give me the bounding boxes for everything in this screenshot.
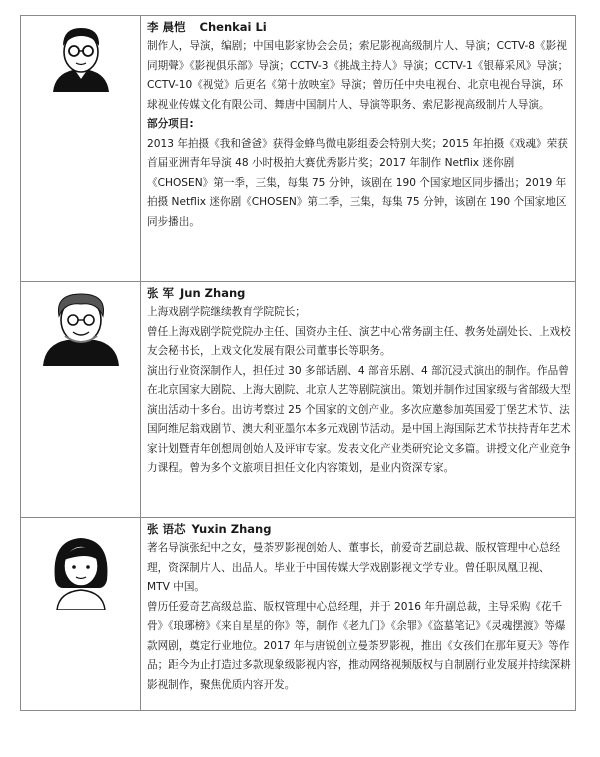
name-en: Chenkai Li (199, 20, 267, 34)
bio-text-cell (141, 16, 576, 282)
portrait-li-chenkai (43, 22, 119, 92)
bio-paragraph: 曾历任爱奇艺高级总监、版权管理中心总经理，并于 2016 年升副总裁，主导采购《花千骨》《琅琊榜》《来自星星的你》等，制作《老九门》《余罪》《盗墓笔记》《灵魂摆渡》等爆款网剧，奠定行业地位。2017 年与唐锐创立曼荼罗影视，推出《女孩们在那年夏天》等作品；距今为止打造过多款现象级影视内容，推动网络视频版权与自制剧行业发展并持续深耕影视制作，聚焦优质内容开发。 (147, 600, 571, 691)
bio-row (21, 16, 576, 282)
bio-paragraph: 制作人，导演，编剧；中国电影家协会会员；索尼影视高级制片人、导演；CCTV-8《影视同期聲》《影视俱乐部》导演；CCTV-3《挑战主持人》导演；CCTV-1《银幕采风》导演；CCTV-10《视觉》后更名《第十放映室》导演；曾历任中央电视台、北京电视台导演，环球视业传媒文化有限公司、舞唐中国制片人、导演等职务、索尼影视高级制片人导演。 (147, 40, 569, 111)
portrait-zhang-jun (35, 286, 127, 366)
person-name (147, 521, 571, 538)
photo-cell (21, 282, 141, 518)
bio-paragraph: 曾任上海戏剧学院党院办主任、国资办主任、演艺中心常务副主任、教务处副处长、上戏校友会秘书长，上戏文化发展有限公司董事长等职务。 (147, 325, 571, 357)
projects-heading: 部分项目: (147, 118, 194, 130)
name-cn: 张 语芯 (147, 522, 186, 536)
bio-table (20, 15, 576, 711)
person-name (147, 285, 571, 302)
portrait-zhang-yuxin (41, 530, 121, 610)
photo-cell (21, 16, 141, 282)
bio-paragraph: 演出行业资深制作人，担任过 30 多部话剧、4 部音乐剧、4 部沉浸式演出的制作。作品曾在北京国家大剧院、上海大剧院、北京人艺等剧院演出。策划并制作过国家级与省部级大型演出活动十多台。出访考察过 25 个国家的文创产业。多次应邀参加英国爱丁堡艺术节、法国阿维尼翁戏剧节、澳大利亚墨尔本多元戏剧节活动。是中国上海国际艺术节扶持青年艺术家计划暨青年创想周创始人及评审专家。发表文化产业类研究论文多篇。讲授文化产业竞争力课程。曾为多个文旅项目担任文化内容策划，是业内资深专家。 (147, 364, 571, 474)
bio-row (21, 518, 576, 711)
name-en: Yuxin Zhang (191, 522, 272, 536)
bio-row (21, 282, 576, 518)
name-en: Jun Zhang (180, 286, 246, 300)
name-cn: 张 军 (147, 286, 175, 300)
person-name (147, 19, 571, 36)
name-cn: 李 晨恺 (147, 20, 186, 34)
bio-text-cell (141, 282, 576, 518)
projects-paragraph: 2013 年拍摄《我和爸爸》获得金蜂鸟微电影组委会特别大奖；2015 年拍摄《戏魂》荣获首届亚洲青年导演 48 小时极拍大赛优秀影片奖；2017 年制作 Netflix 迷你剧《CHOSEN》第一季，三集，每集 75 分钟，该剧在 190 个国家地区同步播出；2019 年拍摄 Netflix 迷你剧《CHOSEN》第二季，三集，每集 75 分钟，该剧在 190 个国家地区同步播出。 (147, 137, 568, 228)
bio-paragraph: 上海戏剧学院继续教育学院院长； (147, 306, 306, 318)
bio-text-cell (141, 518, 576, 711)
photo-cell (21, 518, 141, 711)
bio-paragraph: 著名导演张纪中之女，曼荼罗影视创始人、董事长，前爱奇艺副总裁、版权管理中心总经理，资深制片人、出品人。毕业于中国传媒大学戏剧影视文学专业。曾任职凤凰卫视、MTV 中国。 (147, 542, 561, 593)
